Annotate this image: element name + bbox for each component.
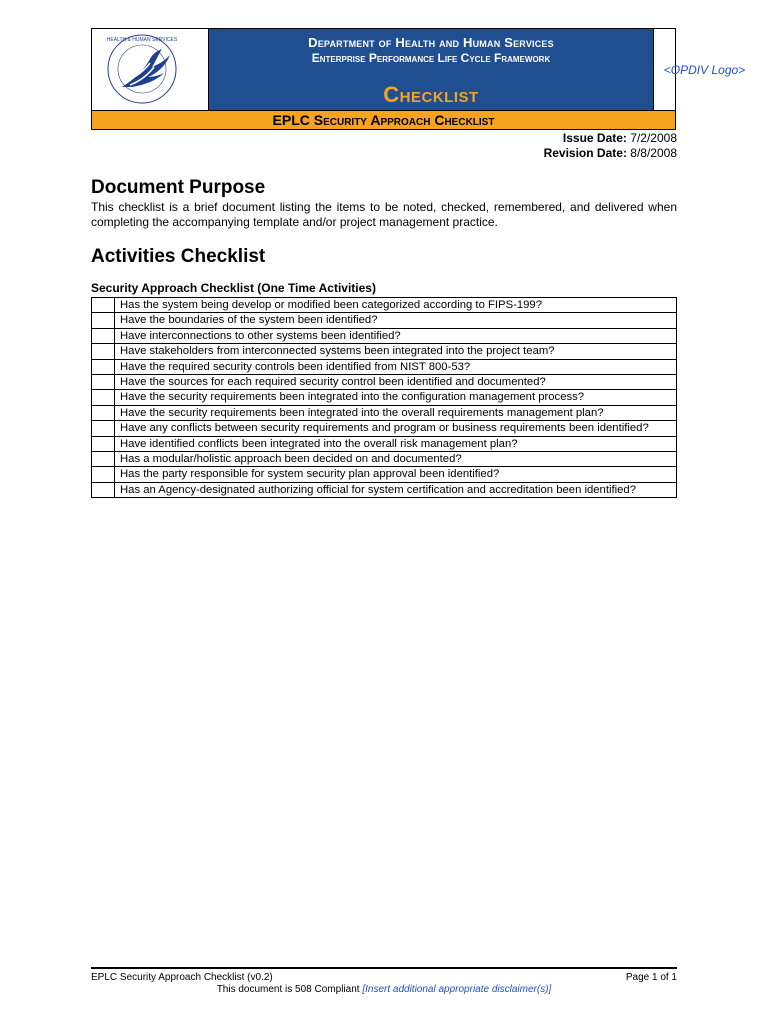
- purpose-heading: Document Purpose: [91, 177, 266, 198]
- checklist-row: [92, 328, 677, 343]
- footer-divider: [91, 967, 677, 969]
- checklist-row: [92, 436, 677, 451]
- checklist-question: Have stakeholders from interconnected systems been integrated into the project team?: [115, 344, 677, 359]
- document-subtitle: EPLC Security Approach Checklist: [92, 110, 675, 129]
- checklist-question: Has an Agency-designated authorizing official for system certification and accreditation been identified?: [115, 482, 677, 497]
- checklist-question: Have any conflicts between security requirements and program or business requirements been identified?: [115, 421, 677, 436]
- checklist-table: [91, 297, 677, 498]
- document-dates: [544, 131, 677, 161]
- checklist-row: [92, 390, 677, 405]
- checklist-table-title: Security Approach Checklist (One Time Activities): [91, 281, 376, 295]
- checklist-checkbox[interactable]: [92, 328, 115, 343]
- footer-page-number: Page 1 of 1: [625, 972, 677, 983]
- checklist-row: [92, 405, 677, 420]
- checklist-row: [92, 375, 677, 390]
- checklist-checkbox[interactable]: [92, 467, 115, 482]
- checklist-checkbox[interactable]: [92, 482, 115, 497]
- checklist-question: Have interconnections to other systems been identified?: [115, 328, 677, 343]
- footer-disclaimer: [Insert additional appropriate disclaimer(s)]: [362, 984, 552, 995]
- checklist-question: Has the party responsible for system security plan approval been identified?: [115, 467, 677, 482]
- checklist-row: [92, 344, 677, 359]
- checklist-row: [92, 313, 677, 328]
- checklist-question: Have identified conflicts been integrated into the overall risk management plan?: [115, 436, 677, 451]
- framework-name: Enterprise Performance Life Cycle Framework: [311, 51, 551, 65]
- checklist-row: [92, 482, 677, 497]
- checklist-checkbox[interactable]: [92, 421, 115, 436]
- checklist-row: [92, 359, 677, 374]
- checklist-checkbox[interactable]: [92, 405, 115, 420]
- checklist-question: Has a modular/holistic approach been decided on and documented?: [115, 452, 677, 467]
- purpose-text: This checklist is a brief document listing the items to be noted, checked, remembered, and delivered when completing the accompanying template and/or project management practice.: [91, 200, 677, 229]
- revision-date: Revision Date: 8/8/2008: [543, 146, 677, 160]
- checklist-question: Have the security requirements been integrated into the configuration management process?: [115, 390, 677, 405]
- document-header: [91, 28, 746, 130]
- header-title-block: [209, 29, 653, 110]
- checklist-row: [92, 298, 677, 313]
- checklist-row: [92, 421, 677, 436]
- checklist-checkbox[interactable]: [92, 375, 115, 390]
- checklist-checkbox[interactable]: [92, 452, 115, 467]
- document-type-title: Checklist: [383, 82, 479, 107]
- svg-text:HEALTH & HUMAN SERVICES: HEALTH & HUMAN SERVICES: [106, 37, 178, 43]
- footer-compliance: This document is 508 Compliant [Insert additional appropriate disclaimer(s)]: [216, 984, 552, 995]
- department-name: Department of Health and Human Services: [308, 35, 554, 50]
- checklist-checkbox[interactable]: [92, 390, 115, 405]
- checklist-question: Have the sources for each required security control been identified and documented?: [115, 375, 677, 390]
- checklist-checkbox[interactable]: [92, 436, 115, 451]
- checklist-row: [92, 467, 677, 482]
- checklist-checkbox[interactable]: [92, 298, 115, 313]
- issue-date: Issue Date: 7/2/2008: [562, 131, 677, 145]
- checklist-question: Have the boundaries of the system been identified?: [115, 313, 677, 328]
- checklist-question: Has the system being develop or modified been categorized according to FIPS-199?: [115, 298, 677, 313]
- checklist-checkbox[interactable]: [92, 344, 115, 359]
- checklist-row: [92, 452, 677, 467]
- footer-document-name: EPLC Security Approach Checklist (v0.2): [91, 972, 273, 983]
- checklist-checkbox[interactable]: [92, 359, 115, 374]
- checklist-checkbox[interactable]: [92, 313, 115, 328]
- checklist-question: Have the required security controls been identified from NIST 800-53?: [115, 359, 677, 374]
- activities-heading: Activities Checklist: [91, 246, 266, 267]
- hhs-seal-icon: [92, 29, 209, 110]
- opdiv-logo-placeholder: <OPDIV Logo>: [653, 29, 755, 110]
- checklist-question: Have the security requirements been integrated into the overall requirements management plan?: [115, 405, 677, 420]
